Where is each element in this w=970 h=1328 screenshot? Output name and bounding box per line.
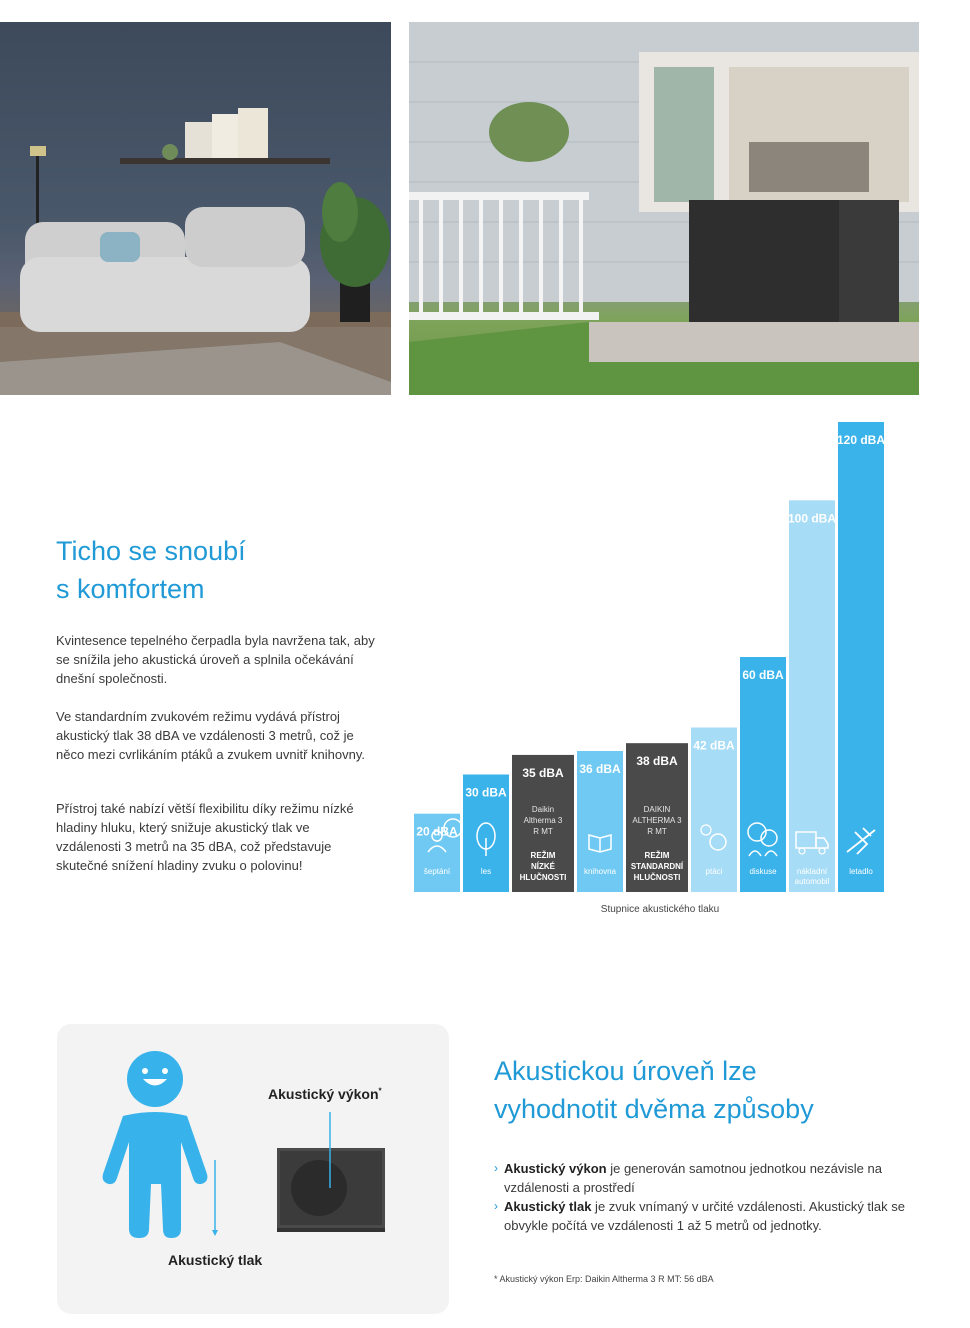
bullet-sound-power: › Akustický výkon je generován samotnou jednotkou nezávisle na vzdálenosti a prostředí <box>494 1161 882 1195</box>
bar-1 <box>414 814 462 892</box>
bar-value-label: 42 dBA <box>693 738 735 753</box>
noise-level-chart <box>410 410 890 930</box>
bar-8 <box>788 500 836 892</box>
heat-pump-unit-icon <box>277 1148 385 1232</box>
bar-category-label: knihovna <box>583 867 617 876</box>
bar-mode-label: REŽIM <box>530 851 556 860</box>
bar-product-label: Altherma 3 <box>523 816 563 825</box>
bar-value-label: 120 dBA <box>836 433 886 447</box>
bar-rect <box>838 422 884 892</box>
bar-product-label: DAIKIN <box>643 805 671 814</box>
bar-2 <box>463 775 509 893</box>
living-room-photo <box>0 22 391 395</box>
bar-mode-label: REŽIM <box>644 851 670 860</box>
bar-mode-label: HLUČNOSTI <box>519 873 567 882</box>
sound-power-label: Akustický výkon* <box>268 1086 382 1102</box>
bullet-sound-pressure: › Akustický tlak je zvuk vnímaný v určité vzdálenosti. Akustický tlak se obvykle počítá ve vzdálenosti 1 až 5 metrů od jednotky. <box>494 1199 906 1233</box>
bar-value-label: 36 dBA <box>579 762 621 776</box>
heading-line-1: Akustickou úroveň lze <box>494 1056 757 1086</box>
paragraph-standard-mode: Ve standardním zvukovém režimu vydává přístroj akustický tlak 38 dBA ve vzdálenosti 3 metrů, což je něco mezi cvrlikáním ptáků a zvukem uvnitř knihovny. <box>56 709 365 762</box>
bar-value-label: 60 dBA <box>742 668 784 682</box>
heading-line-1: Ticho se snoubí <box>56 536 246 566</box>
bullet-list <box>494 1159 914 1235</box>
bar-4 <box>577 751 623 892</box>
house-exterior-photo <box>409 22 919 395</box>
bar-value-label: 20 dBA <box>416 824 458 839</box>
bar-3 <box>512 755 574 892</box>
bar-category-label: diskuse <box>749 867 777 876</box>
bar-5 <box>626 743 688 892</box>
chart-svg <box>410 410 890 900</box>
bar-7 <box>740 657 786 892</box>
footnote: * Akustický výkon Erp: Daikin Altherma 3 R MT: 56 dBA <box>494 1274 714 1284</box>
bar-mode-label: STANDARDNÍ <box>630 862 684 871</box>
chart-x-axis-label: Stupnice akustického tlaku <box>600 904 720 915</box>
bar-rect <box>740 657 786 892</box>
bar-mode-label: HLUČNOSTI <box>633 873 681 882</box>
bar-value-label: 30 dBA <box>465 785 507 800</box>
sound-pressure-label: Akustický tlak <box>168 1252 263 1268</box>
bar-value-label: 35 dBA <box>522 765 564 780</box>
bar-mode-label: NÍZKÉ <box>531 862 555 871</box>
section-heading-quiet <box>56 532 376 608</box>
bar-category-label: nákladní <box>796 867 828 876</box>
paragraph-low-noise-mode: Přístroj také nabízí větší flexibilitu díky režimu nízké hladiny hluku, který snižuje akustický tlak ve vzdálenosti 3 metrů na 35 dBA, což představuje skutečné snížení hladiny zvuku o polovinu! <box>56 801 354 873</box>
bar-product-label: R MT <box>647 827 667 836</box>
chevron-right-icon: › <box>494 1199 498 1213</box>
bar-category-label: ptáci <box>705 867 723 876</box>
sound-diagram <box>57 1024 449 1314</box>
bar-6 <box>691 728 737 893</box>
bar-product-label: R MT <box>533 827 553 836</box>
heading-line-2: vyhodnotit dvěma způsoby <box>494 1094 814 1124</box>
chevron-right-icon: › <box>494 1161 498 1175</box>
section-heading-levels <box>494 1052 914 1128</box>
heading-line-2: s komfortem <box>56 574 205 604</box>
bar-value-label: 100 dBA <box>787 511 837 526</box>
bar-category-label: letadlo <box>849 867 873 876</box>
paragraph-intro: Kvintesence tepelného čerpadla byla navržena tak, aby se snížila jeho akustická úroveň a splnila očekávání dnešní společnosti. <box>56 633 375 686</box>
sound-diagram-card <box>57 1024 449 1314</box>
bar-category-label: automobil <box>794 877 830 886</box>
bar-value-label: 38 dBA <box>636 754 678 769</box>
bar-category-label: šeptání <box>423 867 451 876</box>
bar-product-label: ALTHERMA 3 <box>632 816 682 825</box>
bar-category-label: les <box>480 867 492 876</box>
bar-9 <box>837 422 885 892</box>
bar-product-label: Daikin <box>531 805 555 814</box>
